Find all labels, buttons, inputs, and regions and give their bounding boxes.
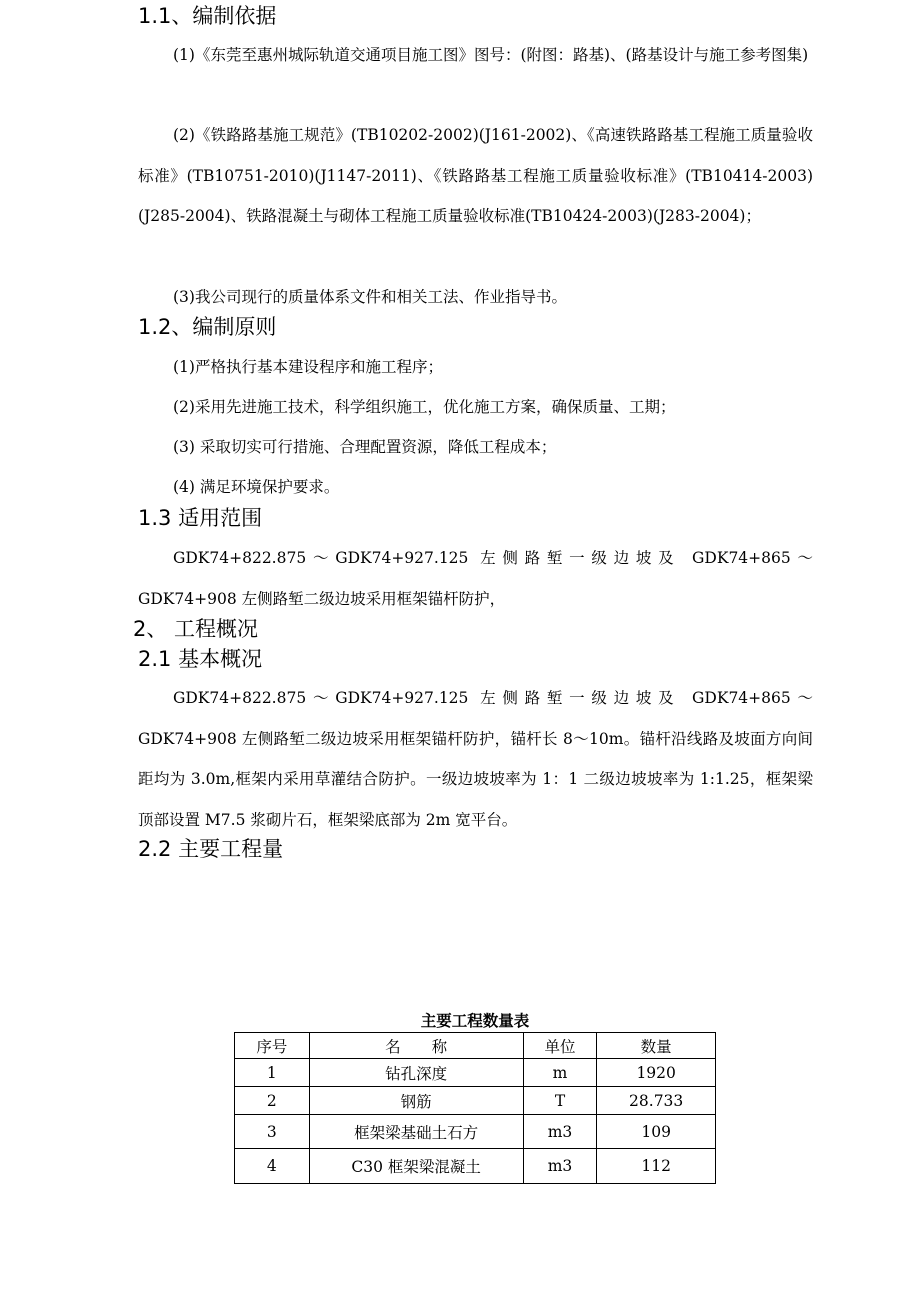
- heading-1-1: 1.1、编制依据: [138, 4, 277, 28]
- paragraph-1-2-4: (4) 满足环境保护要求。: [173, 478, 340, 496]
- paragraph-1-2-3: (3) 采取切实可行措施、合理配置资源，降低工程成本；: [173, 438, 557, 456]
- cell-name: 框架梁基础土石方: [309, 1115, 523, 1149]
- paragraph-1-1-3: (3)我公司现行的质量体系文件和相关工法、作业指导书。: [173, 288, 567, 306]
- cell-no: 3: [235, 1115, 310, 1149]
- cell-unit: m3: [523, 1149, 597, 1184]
- table-row: [235, 1115, 716, 1149]
- table-row: [235, 1087, 716, 1115]
- cell-name: 钻孔深度: [309, 1059, 523, 1087]
- paragraph-1-1-1: (1)《东莞至惠州城际轨道交通项目施工图》图号：(附图：路基)、(路基设计与施工参考图集): [173, 46, 809, 64]
- heading-2: 2、 工程概况: [133, 617, 259, 641]
- header-no: 序号: [235, 1033, 310, 1059]
- cell-no: 1: [235, 1059, 310, 1087]
- paragraph-1-2-1: (1)严格执行基本建设程序和施工程序；: [173, 358, 443, 376]
- heading-1-2: 1.2、编制原则: [138, 315, 277, 339]
- heading-2-1: 2.1 基本概况: [138, 647, 263, 671]
- heading-2-2: 2.2 主要工程量: [138, 837, 284, 861]
- cell-qty: 112: [597, 1149, 716, 1184]
- paragraph-1-1-2: (2)《铁路路基施工规范》(TB10202-2002)(J161-2002)、《高速铁路路基工程施工质量验收标准》(TB10751-2010)(J1147-2011)、《铁路路基工程施工质量验收标准》(TB10414-2003)(J285-2004)、铁路混凝土与砌体工程施工质量验收标准(TB10424-2003)(J283-2004)；: [138, 126, 813, 225]
- cell-name: 钢筋: [309, 1087, 523, 1115]
- table-row: [235, 1149, 716, 1184]
- cell-qty: 1920: [597, 1059, 716, 1087]
- cell-name: C30 框架梁混凝土: [309, 1149, 523, 1184]
- cell-no: 4: [235, 1149, 310, 1184]
- cell-unit: m3: [523, 1115, 597, 1149]
- header-name: 名 称: [309, 1033, 523, 1059]
- header-qty: 数量: [597, 1033, 716, 1059]
- cell-no: 2: [235, 1087, 310, 1115]
- paragraph-1-2-2: (2)采用先进施工技术，科学组织施工，优化施工方案，确保质量、工期；: [173, 398, 676, 416]
- heading-1-3: 1.3 适用范围: [138, 506, 263, 530]
- header-unit: 单位: [523, 1033, 597, 1059]
- cell-qty: 28.733: [597, 1087, 716, 1115]
- paragraph-2-1-1: GDK74+822.875～GDK74+927.125 左侧路堑一级边坡及 GDK74+865～GDK74+908 左侧路堑二级边坡采用框架锚杆防护，锚杆长 8～10m。锚杆沿线路及坡面方向间距均为 3.0m,框架内采用草灌结合防护。一级边坡坡率为 1：1 二级边坡坡率为 1:1.25，框架梁顶部设置 M7.5 浆砌片石，框架梁底部为 2m 宽平台。: [138, 689, 813, 829]
- table-row: [235, 1059, 716, 1087]
- cell-qty: 109: [597, 1115, 716, 1149]
- cell-unit: T: [523, 1087, 597, 1115]
- paragraph-1-3-1: GDK74+822.875～GDK74+927.125 左侧路堑一级边坡及 GDK74+865～GDK74+908 左侧路堑二级边坡采用框架锚杆防护，: [138, 549, 813, 608]
- table-caption: 主要工程数量表: [420, 1012, 530, 1030]
- cell-unit: m: [523, 1059, 597, 1087]
- quantity-table: [234, 1032, 716, 1184]
- table-header-row: [235, 1033, 716, 1059]
